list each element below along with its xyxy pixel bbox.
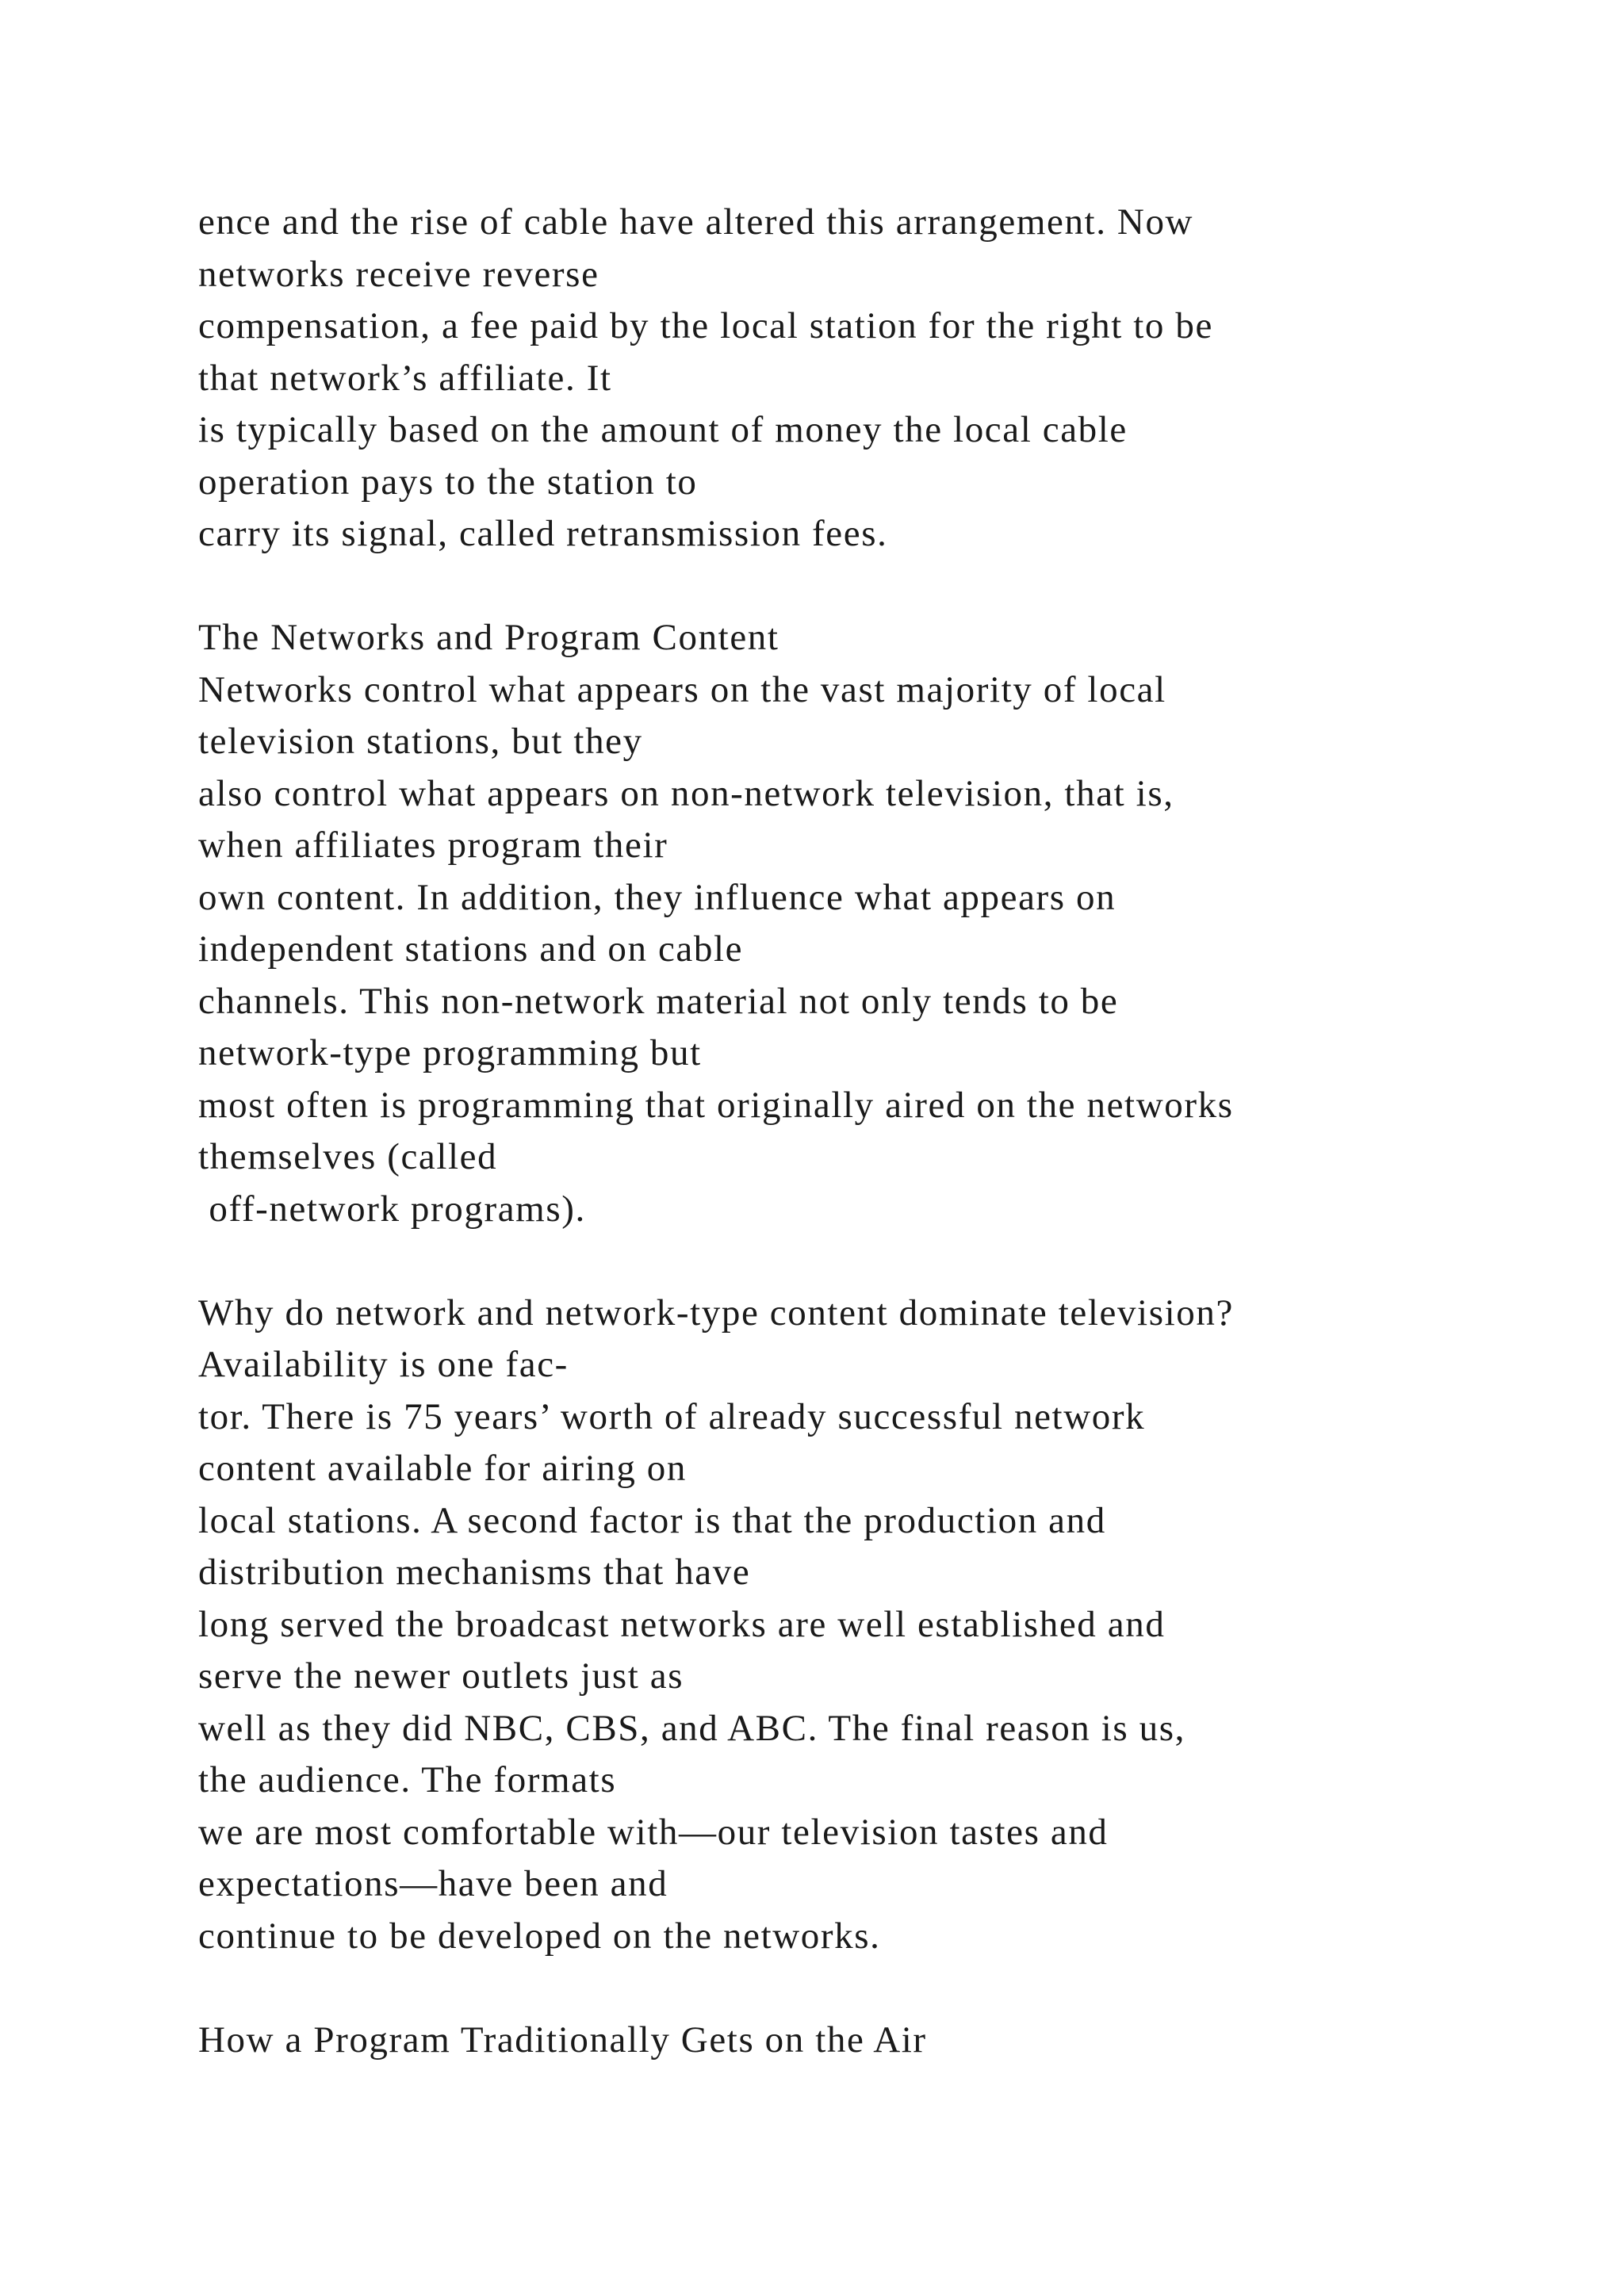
blank-line (198, 561, 1546, 613)
text-line: Why do network and network-type content dominate television? (198, 1292, 1234, 1334)
text-line: themselves (called (198, 1136, 498, 1177)
text-line: carry its signal, called retransmission fees. (198, 513, 888, 554)
text-line: expectations—have been and (198, 1863, 668, 1904)
text-line: network-type programming but (198, 1032, 702, 1073)
text-line: tor. There is 75 years’ worth of already successful network (198, 1395, 1146, 1437)
text-line: own content. In addition, they influence what appears on (198, 876, 1116, 918)
text-line: Networks control what appears on the vast majority of local (198, 668, 1166, 710)
text-line: compensation, a fee paid by the local station for the right to be (198, 305, 1213, 346)
text-line: channels. This non-network material not only tends to be (198, 980, 1119, 1022)
text-line: is typically based on the amount of money the local cable (198, 409, 1128, 450)
text-line: we are most comfortable with—our television tastes and (198, 1811, 1109, 1853)
text-line: well as they did NBC, CBS, and ABC. The final reason is us, (198, 1707, 1185, 1749)
blank-line (198, 1235, 1546, 1288)
text-line: long served the broadcast networks are well established and (198, 1603, 1166, 1645)
section-heading: The Networks and Program Content (198, 617, 779, 658)
text-line: most often is programming that originally aired on the networks (198, 1084, 1234, 1126)
text-line: also control what appears on non-network television, that is, (198, 772, 1174, 814)
text-line: local stations. A second factor is that the production and (198, 1499, 1106, 1541)
text-line: Availability is one fac- (198, 1344, 569, 1385)
text-line: content available for airing on (198, 1448, 687, 1489)
text-line: television stations, but they (198, 721, 643, 762)
section-heading: How a Program Traditionally Gets on the Air (198, 2019, 927, 2061)
text-line: the audience. The formats (198, 1759, 617, 1800)
text-line: distribution mechanisms that have (198, 1552, 751, 1593)
text-line: serve the newer outlets just as (198, 1655, 684, 1697)
text-line: continue to be developed on the networks. (198, 1915, 881, 1957)
text-line: ence and the rise of cable have altered this arrangement. Now (198, 201, 1194, 243)
blank-line (198, 1962, 1546, 2015)
text-line: when affiliates program their (198, 825, 668, 866)
document-body-text (198, 197, 1546, 2066)
text-line: networks receive reverse (198, 253, 599, 295)
text-line: that network’s affiliate. It (198, 357, 612, 399)
text-line: operation pays to the station to (198, 461, 698, 503)
text-line: off-network programs). (198, 1188, 586, 1230)
text-line: independent stations and on cable (198, 928, 744, 970)
